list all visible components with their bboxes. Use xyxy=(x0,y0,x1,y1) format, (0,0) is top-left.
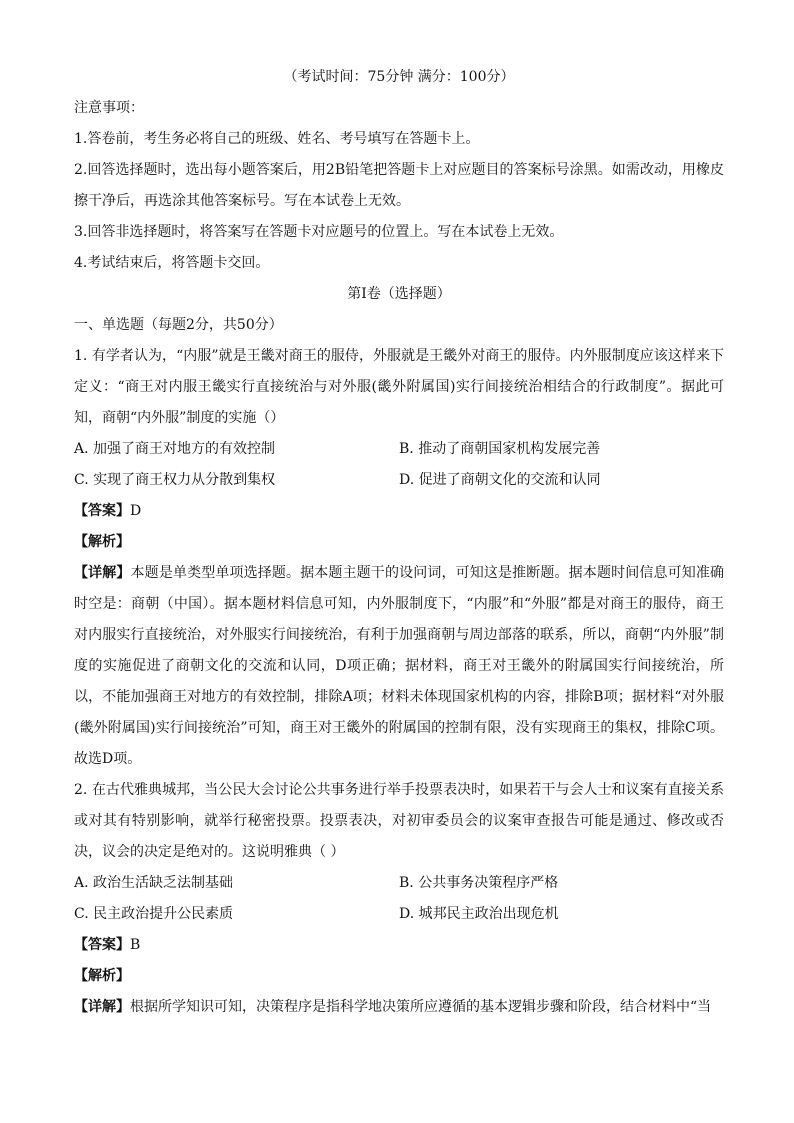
q1-stem: 1. 有学者认为，“内服”就是王畿对商王的服侍，外服就是王畿外对商王的服侍。内外服制度应该这样来下定义：“商王对内服王畿实行直接统治与对外服(畿外附属国)实行间接统治相结合的行政制度”。据此可知，商朝“内外服”制度的实施（） xyxy=(74,348,724,426)
notice-item-1: 1.答卷前，考生务必将自己的班级、姓名、考号填写在答题卡上。 xyxy=(74,131,480,147)
q1-detail-text: 本题是单类型单项选择题。据本题主题干的设问词，可知这是推断题。据本题时间信息可知准确时空是：商朝（中国）。据本题材料信息可知，内外服制度下，“内服”和“外服”都是对商王的服侍，商王对内服实行直接统治，对外服实行间接统治，有利于加强商朝与周边部落的联系，所以，商朝“内外服”制度的实施促进了商朝文化的交流和认同，D项正确；据材料，商王对王畿外的附属国实行间接统治，所以，不能加强商王对地方的有效控制，排除A项；材料未体现国家机构的内容，排除B项；据材料“对外服(畿外附属国)实行间接统治”可知，商王对王畿外的附属国的控制有限，没有实现商王的集权，排除C项。故选D项。 xyxy=(74,565,725,767)
q1-option-b: B. 推动了商朝国家机构发展完善 xyxy=(399,441,601,457)
q1-detail xyxy=(74,558,724,775)
q1-detail-tag: 【详解】 xyxy=(74,565,131,581)
q2-option-d: D. 城邦民主政治出现危机 xyxy=(399,906,559,922)
q2-option-b: B. 公共事务决策程序严格 xyxy=(399,875,559,891)
q1-answer-tag: 【答案】 xyxy=(74,503,130,519)
q2-detail-text: 根据所学知识可知，决策程序是指科学地决策所应遵循的基本逻辑步骤和阶段，结合材料中“当 xyxy=(130,999,712,1015)
q1-options-row-1 xyxy=(74,434,724,465)
notice-item-3: 3.回答非选择题时，将答案写在答题卡对应题号的位置上。写在本试卷上无效。 xyxy=(74,224,564,240)
volume-title: 第Ⅰ卷（选择题） xyxy=(347,286,451,302)
q2-options-row-2 xyxy=(74,899,724,930)
q2-stem: 2. 在古代雅典城邦，当公民大会讨论公共事务进行举手投票表决时，如果若干与会人士和议案有直接关系或对其有特别影响，就举行秘密投票。投票表决，对初审委员会的议案审查报告可能是通过、修改或否决，议会的决定是绝对的。这说明雅典（ ） xyxy=(74,782,724,860)
q2-options-row-1 xyxy=(74,868,724,899)
q1-options-row-2 xyxy=(74,465,724,496)
q2-analysis xyxy=(74,961,724,992)
q1-analysis-tag: 【解析】 xyxy=(74,534,130,550)
q1-option-d: D. 促进了商朝文化的交流和认同 xyxy=(399,472,601,488)
notice-item-4: 4.考试结束后，将答题卡交回。 xyxy=(74,255,270,271)
q2-answer xyxy=(74,930,724,961)
q1-analysis xyxy=(74,527,724,558)
exam-time-score: （考试时间：75分钟 满分：100分） xyxy=(283,69,515,85)
q2-detail-tag: 【详解】 xyxy=(74,999,130,1015)
exam-page xyxy=(74,62,724,1023)
q2-option-a: A. 政治生活缺乏法制基础 xyxy=(74,875,234,891)
q1-option-a: A. 加强了商王对地方的有效控制 xyxy=(74,441,276,457)
q1-option-c: C. 实现了商王权力从分散到集权 xyxy=(74,472,276,488)
notice-item-2: 2.回答选择题时，选出每小题答案后，用2B铅笔把答题卡上对应题目的答案标号涂黑。如需改动，用橡皮擦干净后，再选涂其他答案标号。写在本试卷上无效。 xyxy=(74,162,724,209)
q2-analysis-tag: 【解析】 xyxy=(74,968,130,984)
q2-answer-tag: 【答案】 xyxy=(74,937,130,953)
q2-answer-value: B xyxy=(130,937,141,953)
q1-answer xyxy=(74,496,724,527)
q2-detail xyxy=(74,992,724,1023)
q1-answer-value: D xyxy=(130,503,142,519)
part-title: 一、单选题（每题2分，共50分） xyxy=(74,317,283,333)
q2-option-c: C. 民主政治提升公民素质 xyxy=(74,906,234,922)
notice-title: 注意事项： xyxy=(74,100,144,116)
